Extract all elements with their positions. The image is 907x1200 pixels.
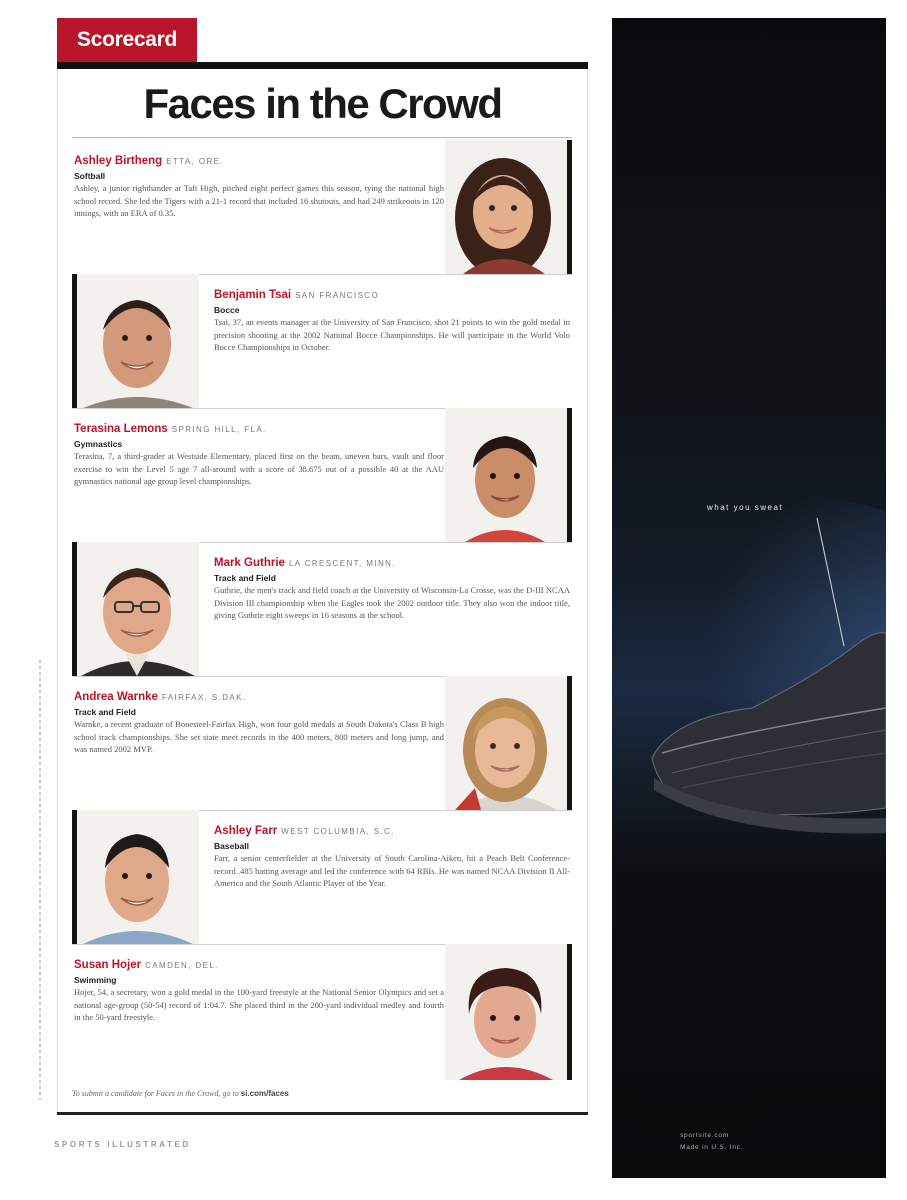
title-rule	[72, 137, 572, 138]
entry-photo	[72, 274, 199, 408]
entry-photo	[445, 676, 572, 810]
entry-body: Tsai, 37, an events manager at the University of San Francisco, shot 21 points to win the gold medal in precision shooting at the 2002 National Bocce Championships. He will participate in the World Volo Bocce Championships in October.	[214, 317, 570, 352]
entry-location: FAIRFAX, S.DAK.	[161, 693, 247, 702]
entry-location: LA CRESCENT, MINN.	[288, 559, 396, 568]
entry-location: CAMDEN, DEL.	[145, 961, 219, 970]
entry-location: SAN FRANCISCO	[295, 291, 380, 300]
submission-footnote	[72, 1089, 572, 1098]
portrait-young-girl	[445, 408, 567, 542]
page-title: Faces in the Crowd	[143, 80, 502, 127]
entry-sport: Track and Field	[74, 707, 136, 717]
entry-text	[214, 556, 570, 622]
portrait-blonde-girl	[445, 676, 567, 810]
entry-name: Andrea Warnke	[74, 691, 158, 703]
top-rule	[57, 62, 588, 69]
portrait-girl-long-hair	[445, 140, 567, 274]
entry-name: Terasina Lemons	[74, 423, 168, 435]
face-entry	[72, 140, 572, 274]
portrait-woman-short-hair	[445, 944, 567, 1080]
ad-caption: what you sweat	[707, 503, 784, 512]
entry-sport: Baseball	[214, 841, 249, 851]
entry-body: Ashley, a junior righthander at Taft High, pitched eight perfect games this season, tying the national high school record. She led the Tigers with a 21-1 record that included 16 shutouts, and had 249 strikeouts in 120 innings, with an ERA of 0.35.	[74, 183, 444, 218]
face-entry	[72, 542, 572, 676]
entry-sport: Bocce	[214, 305, 240, 315]
entry-name: Ashley Birtheng	[74, 155, 163, 167]
entry-photo	[445, 408, 572, 542]
entry-text	[214, 288, 570, 354]
entry-text	[74, 422, 444, 488]
entry-body: Farr, a senior centerfielder at the University of South Carolina-Aiken, hit a Peach Belt Conference-record .485 batting average and led the conference with 64 RBIs. He was named NCAA Division II All-America and the South Atlantic Player of the Year.	[214, 853, 570, 888]
footnote-link[interactable]: si.com/faces	[240, 1089, 289, 1098]
bottom-rule	[57, 1112, 588, 1115]
ad-website: sportsite.com	[680, 1132, 730, 1139]
section-tag: Scorecard	[57, 18, 197, 62]
entry-text	[74, 690, 444, 756]
entry-location: SPRING HILL, FLA.	[171, 425, 267, 434]
entry-name: Benjamin Tsai	[214, 289, 292, 301]
entry-text	[74, 154, 444, 220]
entry-sport: Swimming	[74, 975, 117, 985]
face-entry	[72, 274, 572, 408]
entry-photo	[445, 944, 572, 1080]
entry-name: Mark Guthrie	[214, 557, 285, 569]
footnote-text: To submit a candidate for Faces in the Crowd, go to	[72, 1089, 239, 1098]
entry-sport: Gymnastics	[74, 439, 123, 449]
entry-location: ETTA, ORE.	[166, 157, 225, 166]
entry-body: Hojer, 54, a secretary, won a gold medal in the 100-yard freestyle at the National Senior Olympics and set a national age-group (50-54) record of 1:04.7. She placed third in the 200-yard individual medley and fourth in the 50-yard freestyle.	[74, 987, 444, 1022]
entry-name: Susan Hojer	[74, 959, 142, 971]
face-entry	[72, 676, 572, 810]
running-shoe-illustration	[612, 18, 886, 1178]
face-entry	[72, 944, 572, 1080]
entry-body: Terasina, 7, a third-grader at Westside Elementary, placed first on the beam, uneven bars, vault and floor exercise to win the Level 5 age 7 all-around with a score of 38.675 out of a possible 40 at the AAU gymnastics national age group level championships.	[74, 451, 444, 486]
page-spine-text	[39, 660, 41, 1100]
entry-sport: Track and Field	[214, 573, 276, 583]
entry-body: Warnke, a recent graduate of Bonesteel-Fairfax High, won four gold medals at South Dakota's Class B high school track championships. She set state meet records in the 400 meters, 800 meters and long jump, and was named 2002 MVP.	[74, 719, 444, 754]
entry-photo	[72, 810, 199, 944]
entry-sport: Softball	[74, 171, 106, 181]
entry-photo	[445, 140, 572, 274]
entry-photo	[72, 542, 199, 676]
entry-location: WEST COLUMBIA, S.C.	[281, 827, 395, 836]
portrait-man-glasses	[77, 542, 199, 676]
entry-text	[74, 958, 444, 1024]
ad-legal: Made in U.S. Inc.	[680, 1144, 744, 1151]
portrait-young-man	[77, 810, 199, 944]
portrait-man-smiling	[77, 274, 199, 408]
face-entry	[72, 810, 572, 944]
shoe-advertisement	[612, 18, 886, 1178]
entry-text	[214, 824, 570, 890]
entry-name: Ashley Farr	[214, 825, 278, 837]
magazine-masthead: SPORTS ILLUSTRATED	[54, 1140, 191, 1149]
face-entry	[72, 408, 572, 542]
entry-body: Guthrie, the men's track and field coach at the University of Wisconsin-La Crosse, was the D-III NCAA Division III championship when the Eagles took the 2002 outdoor title. They also won the indoor title, giving Guthrie eight sweeps in 16 seasons at the school.	[214, 585, 570, 620]
